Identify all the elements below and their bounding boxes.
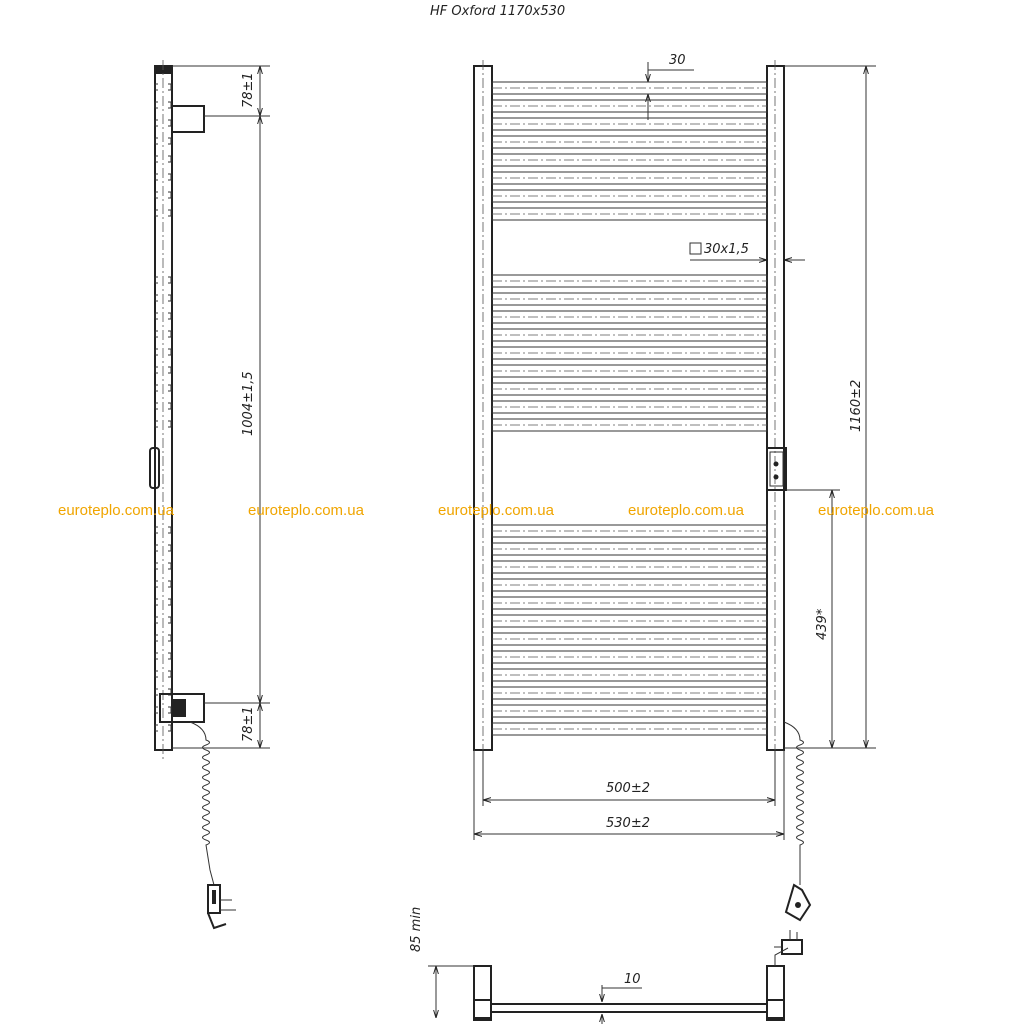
- dim-bottom-offset: 78±1: [241, 706, 256, 742]
- dim-profile: 30x1,5: [704, 242, 749, 257]
- watermark-4: euroteplo.com.ua: [628, 502, 744, 519]
- dim-thermostat-height: 439*: [815, 608, 830, 640]
- front-view-bars: [492, 82, 767, 735]
- top-view-right-post: [767, 966, 784, 1018]
- dim-center-height: 1004±1,5: [241, 371, 256, 436]
- dim-rail-thickness: 10: [624, 972, 641, 987]
- watermarks: [58, 502, 935, 519]
- watermark-3: euroteplo.com.ua: [438, 502, 554, 519]
- side-view-cap: [155, 66, 172, 74]
- dim-wall-min: 85 min: [409, 906, 424, 952]
- watermark-5: euroteplo.com.ua: [818, 502, 934, 519]
- side-view-cable: [190, 722, 214, 885]
- side-view: [150, 60, 270, 928]
- dim-inner-width: 500±2: [606, 781, 650, 796]
- right-upright: [767, 66, 784, 750]
- watermark-2: euroteplo.com.ua: [248, 502, 364, 519]
- dim-top-offset: 78±1: [241, 72, 256, 108]
- square-symbol: [690, 243, 701, 254]
- top-view: [409, 907, 788, 1024]
- upper-wall-bracket: [172, 106, 204, 132]
- dim-bar-height: 30: [669, 53, 686, 68]
- top-view-left-post: [474, 966, 491, 1018]
- front-view-cable: [784, 722, 804, 885]
- dim-outer-width: 530±2: [606, 816, 650, 831]
- side-view-plug: [208, 885, 236, 928]
- watermark-1: euroteplo.com.ua: [58, 502, 174, 519]
- front-view-plug: [774, 885, 810, 954]
- side-view-body: [155, 66, 172, 750]
- dim-total-height: 1160±2: [849, 379, 864, 432]
- drawing-title: HF Oxford 1170x530: [430, 4, 566, 19]
